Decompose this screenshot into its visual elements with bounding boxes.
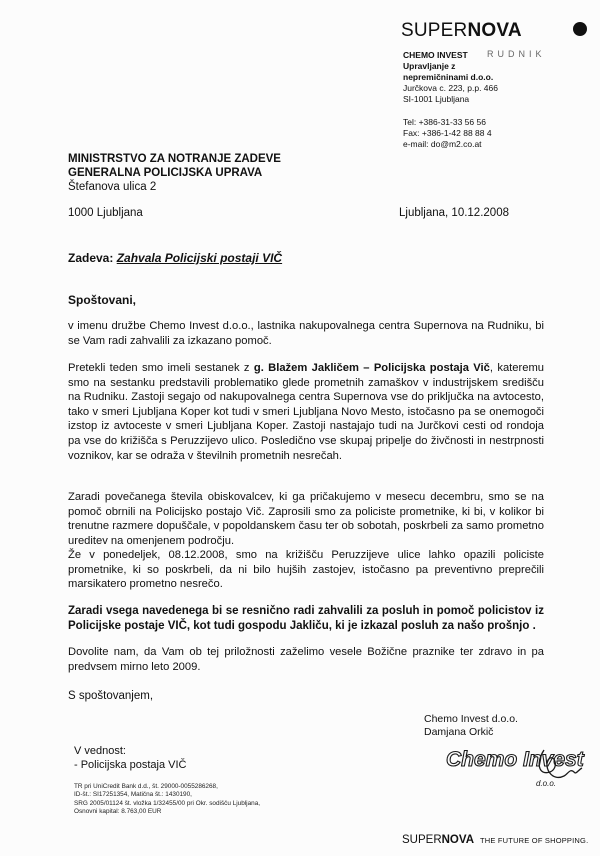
paragraph-2-end: , kateremu smo na sestanku predstavili problematiko glede prometnih zamaškov v industrijskem središču na Rudniku. Zastoji segajo od nakupovalnega centra Supernova vse do priključka na avtocesto, tako v smeri Ljubljana Koper kot tudi v smeri Ljubljana Novo Mesto, istočasno pa se onemogoči izstop iz avtoceste v smeri Ljubljana Koper. Zastoji nastajajo tudi na Jurčkovi cesti od rondoja pa vse do križišča s Peruzzijevo ulico. Posledično vse skupaj pripelje do živčnosti in nestrpnosti voznikov, kar se odraža v številnih prometnih nesrečah. — [68, 362, 544, 462]
company-line-2: nepremičninami d.o.o. — [403, 72, 494, 82]
contact-fax: Fax: +386-1-42 88 88 4 — [403, 128, 492, 138]
paragraph-3: Zaradi povečanega števila obiskovalcev, ki ga pričakujemo v mesecu decembru, smo se na pomoč obrnili na Policijsko postajo Vič. Zaprosili smo za policiste prometnike, ki bi, v kolikor bi trenutne razmere dopuščale, v popoldanskem času ter ob sobotah, poskrbeli za samo prometno ureditev na omenjenem področju. — [68, 491, 544, 547]
logo-nova: NOVA — [467, 20, 522, 41]
bank-line-3: SRG 2005/01124 št. vložka 1/32455/00 pri Okr. sodišču Ljubljana, — [74, 799, 261, 807]
paragraph-1: v imenu družbe Chemo Invest d.o.o., lastnika nakupovalnega centra Supernova na Rudniku, bi se Vam radi zahvalili za izkazano pomoč. — [68, 320, 544, 347]
vednost-block — [74, 744, 187, 772]
company-block — [403, 50, 578, 105]
subject-line — [68, 251, 282, 265]
recipient-street: Štefanova ulica 2 — [68, 181, 157, 193]
company-name: CHEMO INVEST — [403, 50, 468, 60]
logo-super: SUPER — [401, 20, 468, 41]
signature-block — [424, 713, 518, 739]
paragraph-2-start: Pretekli teden smo imeli sestanek z — [68, 362, 254, 374]
company-stamp-signature — [440, 742, 590, 798]
bank-line-1: TR pri UniCredit Bank d.d., št. 29000-0055286268, — [74, 783, 218, 790]
contact-email: e-mail: do@m2.co.at — [403, 139, 482, 149]
vednost-label: V vednost: — [74, 745, 126, 757]
bank-line-2: ID-št.: SI17251354, Matična št.: 1430190, — [74, 791, 192, 799]
letter-date: Ljubljana, 10.12.2008 — [399, 207, 509, 219]
address-line-2: SI-1001 Ljubljana — [403, 94, 470, 104]
recipient-block — [68, 152, 281, 194]
footer-logo — [402, 834, 588, 846]
company-line-1: Upravljanje z — [403, 61, 456, 71]
rudnik-label: RUDNIK — [487, 49, 546, 59]
signature-company: Chemo Invest d.o.o. — [424, 713, 518, 725]
footer-tagline: THE FUTURE OF SHOPPING. — [480, 836, 589, 845]
subject-label: Zadeva: — [68, 251, 114, 265]
supernova-logo — [401, 20, 522, 42]
paragraph-5: Zaradi vsega navedenega bi se resnično radi zahvalili za posluh in pomoč policistov iz Policijske postaje VIČ, kot tudi gospodu Jakliču, ki je izkazal posluh za našo prošnjo . — [68, 605, 544, 632]
signature-name: Damjana Orkič — [424, 726, 494, 738]
contact-tel: Tel: +386-31-33 56 56 — [403, 117, 486, 127]
stamp-text: Chemo Invest — [446, 748, 584, 771]
footer-nova: NOVA — [441, 834, 474, 846]
bank-line-4: Osnovni kapital: 8.763,00 EUR — [74, 808, 162, 816]
subject-value: Zahvala Policijski postaji VIČ — [116, 251, 283, 265]
stamp-suffix: d.o.o. — [536, 779, 557, 788]
vednost-item: - Policijska postaja VIČ — [74, 759, 187, 771]
closing: S spoštovanjem, — [68, 690, 154, 702]
paragraph-4: Že v ponedeljek, 08.12.2008, smo na križišču Peruzzijeve ulice lahko opazili policiste prometnike, ki so poskrbeli, da ni bilo hujših zastojev, istočasno pa preventivno preprečili marsikatero prometno nesrečo. — [68, 549, 544, 591]
bank-info — [74, 783, 260, 817]
address-line-1: Jurčkova c. 223, p.p. 466 — [403, 83, 498, 93]
paragraph-6: Dovolite nam, da Vam ob tej priložnosti zaželimo vesele Božične praznike ter zdravo in pa predvsem mirno leto 2009. — [68, 646, 544, 673]
paragraph-2-bold: g. Blažem Jakličem – Policijska postaja Vič — [253, 362, 490, 374]
recipient-line-1: MINISTRSTVO ZA NOTRANJE ZADEVE — [68, 153, 281, 165]
contact-block — [403, 117, 492, 150]
recipient-city: 1000 Ljubljana — [68, 207, 143, 219]
paragraph-2 — [68, 361, 544, 463]
recipient-line-2: GENERALNA POLICIJSKA UPRAVA — [68, 167, 263, 179]
footer-super: SUPER — [402, 834, 442, 846]
greeting: Spoštovani, — [68, 293, 137, 307]
logo-dot-icon — [573, 22, 587, 36]
